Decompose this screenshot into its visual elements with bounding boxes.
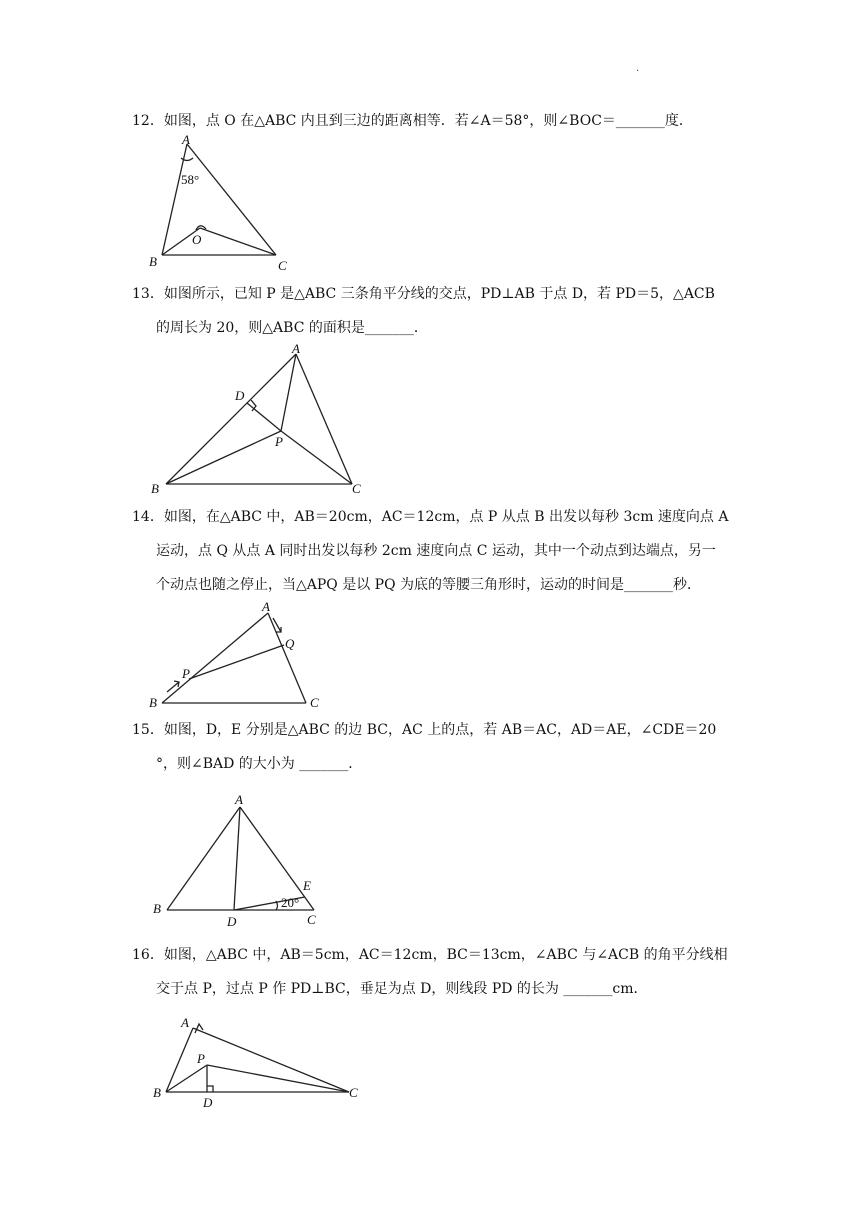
- question-text: 12．如图，点 O 在△ABC 内且到三边的距离相等．若∠A＝58°，则∠BOC＝_______度．: [132, 113, 693, 129]
- label-E: E: [303, 878, 311, 893]
- question-text: 15．如图，D，E 分别是△ABC 的边 BC，AC 上的点，若 AB＝AC，AD＝AE，∠CDE＝20: [132, 722, 717, 738]
- label-A: A: [182, 132, 190, 147]
- label-O: O: [192, 232, 202, 247]
- question-13: [132, 277, 715, 345]
- question-15: [132, 713, 716, 781]
- header-mark: ·: [636, 66, 640, 77]
- angle-label: 58°: [181, 172, 200, 187]
- label-C: C: [278, 258, 287, 273]
- figure-q15: [148, 788, 338, 933]
- label-P: P: [197, 1051, 205, 1066]
- label-D: D: [235, 388, 245, 403]
- label-C: C: [352, 481, 361, 496]
- label-B: B: [149, 695, 157, 710]
- figure-q13: [145, 340, 375, 500]
- label-P: P: [275, 434, 283, 449]
- label-C: C: [310, 695, 319, 710]
- question-text: 16．如图，△ABC 中，AB＝5cm，AC＝12cm，BC＝13cm，∠ABC 与∠ACB 的角平分线相: [132, 947, 728, 963]
- question-text: 运动，点 Q 从点 A 同时出发以每秒 2cm 速度向点 C 运动，其中一个动点到达端点，另一: [156, 543, 716, 559]
- label-D: D: [203, 1095, 213, 1110]
- label-A: A: [292, 341, 300, 356]
- label-C: C: [349, 1085, 358, 1100]
- question-text: 的周长为 20，则△ABC 的面积是_______．: [156, 320, 428, 336]
- label-B: B: [153, 1085, 161, 1100]
- question-text: 交于点 P，过点 P 作 PD⊥BC，垂足为点 D，则线段 PD 的长为 _______cm．: [156, 981, 648, 997]
- label-B: B: [151, 481, 159, 496]
- figure-q16: [148, 1010, 368, 1110]
- question-text: °，则∠BAD 的大小为 _______．: [156, 756, 363, 772]
- question-text: 13．如图所示，已知 P 是△ABC 三条角平分线的交点，PD⊥AB 于点 D，若 PD＝5，△ACB: [132, 286, 715, 302]
- label-B: B: [153, 901, 161, 916]
- label-P: P: [182, 666, 190, 681]
- label-A: A: [181, 1015, 189, 1030]
- angle-label: 20°: [281, 895, 300, 910]
- question-14: [132, 500, 728, 602]
- figure-q12: [140, 132, 300, 276]
- question-16: [132, 938, 728, 1006]
- label-Q: Q: [285, 636, 295, 651]
- label-A: A: [235, 792, 243, 807]
- question-text: 个动点也随之停止，当△APQ 是以 PQ 为底的等腰三角形时，运动的时间是_______秒．: [156, 577, 702, 593]
- label-D: D: [227, 914, 237, 929]
- question-text: 14．如图，在△ABC 中，AB＝20cm，AC＝12cm，点 P 从点 B 出发以每秒 3cm 速度向点 A: [132, 509, 729, 525]
- figure-q14: [145, 600, 335, 710]
- label-A: A: [262, 599, 270, 614]
- question-12: [132, 104, 693, 138]
- label-B: B: [149, 254, 157, 269]
- label-C: C: [307, 912, 316, 927]
